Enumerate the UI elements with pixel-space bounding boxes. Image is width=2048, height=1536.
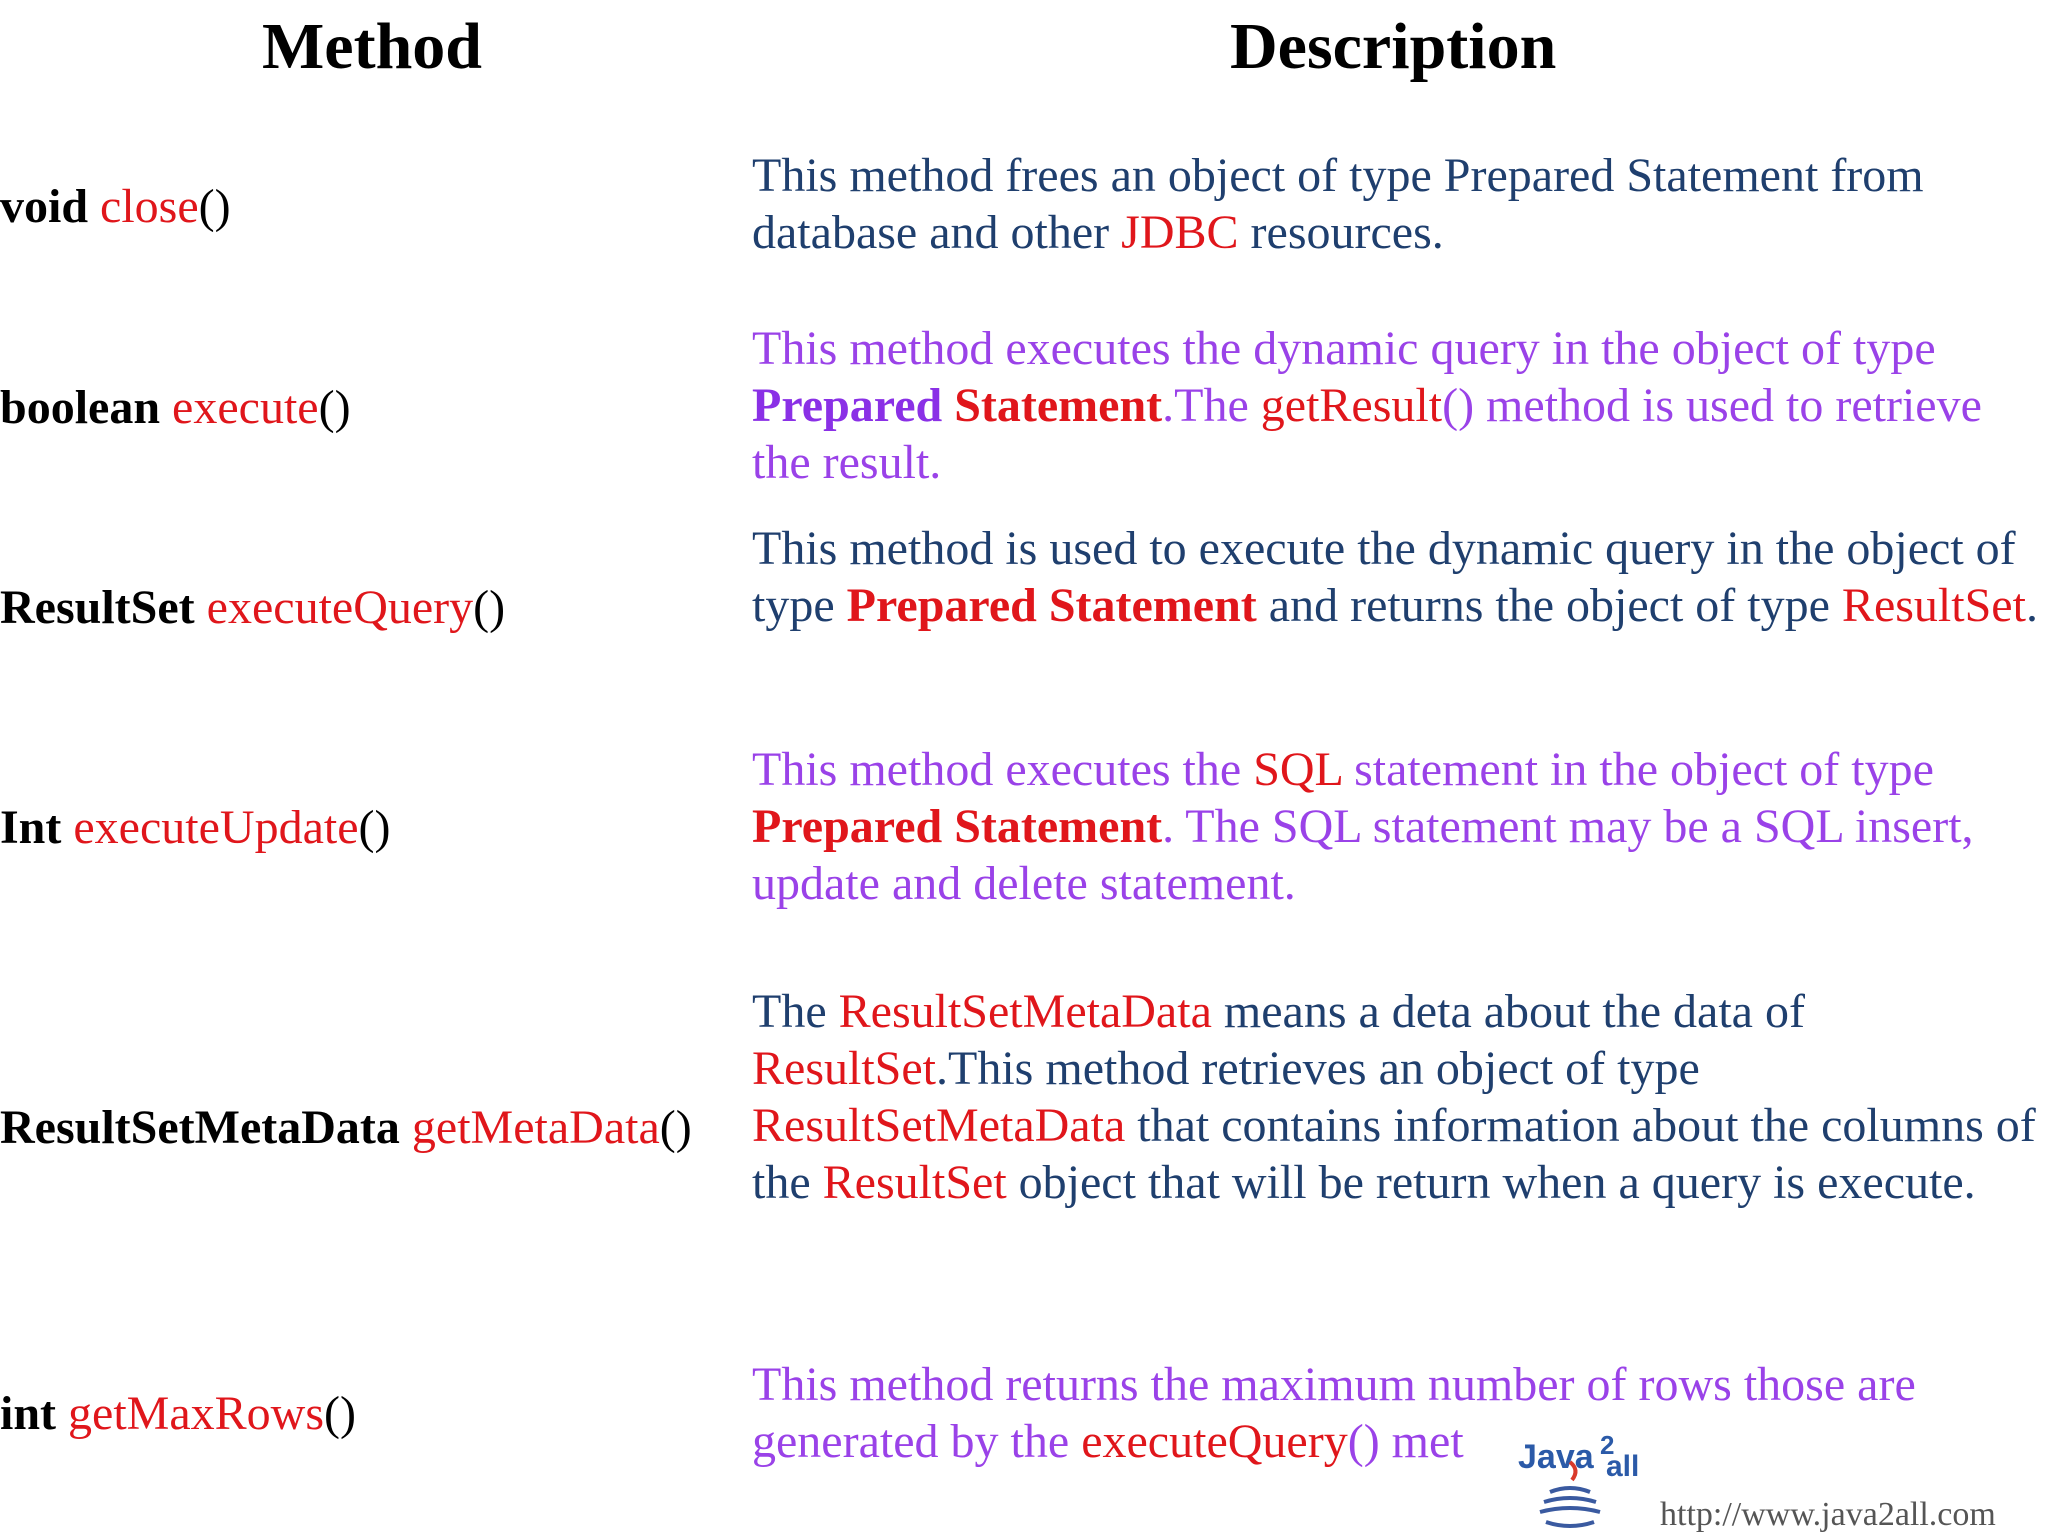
desc-text: This method is used to execute the dynamic query in the object of type [752,522,2016,632]
desc-text: and returns the object of type [1256,579,1842,632]
desc-text: The [752,985,839,1038]
method-signature-close [0,180,231,233]
method-parens: () [358,801,391,854]
desc-text: means a deta about the data of [1211,985,1805,1038]
desc-text: .This method retrieves an object of type [936,1042,1700,1095]
desc-text: This method frees an object of type Prepared Statement from database and other [752,149,1924,259]
desc-space [942,379,954,432]
description-getmaxrows [752,1356,2042,1470]
desc-text: . [2025,579,2038,632]
method-parens: () [324,1387,356,1440]
method-parens: () [659,1101,692,1154]
return-type: boolean [0,381,161,434]
desc-highlight: ResultSetMetaData [752,1099,1126,1152]
description-executeupdate [752,741,2042,912]
method-name: getMaxRows [68,1387,324,1440]
method-signature-executequery [0,581,506,634]
method-signature-getmetadata [0,1101,692,1154]
desc-text: statement in the object of type [1342,743,1934,796]
watermark-url: http://www.java2all.com [1660,1496,1996,1533]
desc-text: () met [1347,1415,1464,1468]
desc-highlight: SQL [1253,743,1343,796]
return-type: void [0,180,89,233]
method-parens: () [473,581,506,634]
desc-highlight: ResultSet [1841,579,2026,632]
desc-bold: Prepared [752,379,943,432]
desc-text: resources. [1238,206,1444,259]
desc-text: .The [1162,379,1261,432]
method-name: execute [172,381,319,434]
desc-text: . The SQL statement may be a SQL insert, update and delete statement. [752,800,1974,910]
description-getmetadata [752,983,2042,1211]
desc-text: object that will be return when a query is execute. [1006,1156,1976,1209]
desc-highlight: ResultSet [752,1042,937,1095]
desc-highlight: getResult [1260,379,1443,432]
method-parens: () [318,381,351,434]
desc-highlight: executeQuery [1081,1415,1348,1468]
method-signature-getmaxrows [0,1387,356,1440]
method-name: close [100,180,199,233]
return-type: ResultSet [0,581,195,634]
desc-bold-highlight: Prepared Statement [846,579,1257,632]
method-name: getMetaData [411,1101,660,1154]
desc-text: This method executes the dynamic query in the object of type [752,322,1936,375]
method-signature-execute [0,381,351,434]
return-type: ResultSetMetaData [0,1101,400,1154]
desc-highlight: JDBC [1121,206,1239,259]
svg-text:Java: Java [1518,1438,1594,1476]
desc-highlight: ResultSet [822,1156,1007,1209]
return-type: Int [0,801,62,854]
desc-text: This method executes the [752,743,1254,796]
desc-highlight: ResultSetMetaData [838,985,1212,1038]
description-column-header: Description [1230,10,1557,83]
desc-text: () method is used to retrieve the result. [752,379,1982,489]
java2all-logo [1510,1420,1650,1530]
method-name: executeQuery [206,581,474,634]
method-column-header: Method [262,10,482,83]
svg-text:all: all [1606,1450,1640,1483]
description-executequery [752,520,2042,634]
desc-text: This method returns the maximum number of rows those are generated by the [752,1358,1916,1468]
desc-bold-highlight: Statement [954,379,1163,432]
method-parens: () [198,180,231,233]
svg-text:2: 2 [1600,1430,1615,1460]
description-close [752,147,2042,261]
desc-text: that contains information about the columns of the [752,1099,2036,1209]
method-name: executeUpdate [73,801,359,854]
desc-bold-highlight: Prepared Statement [752,800,1163,853]
return-type: int [0,1387,57,1440]
description-execute [752,320,2042,491]
method-signature-executeupdate [0,801,391,854]
